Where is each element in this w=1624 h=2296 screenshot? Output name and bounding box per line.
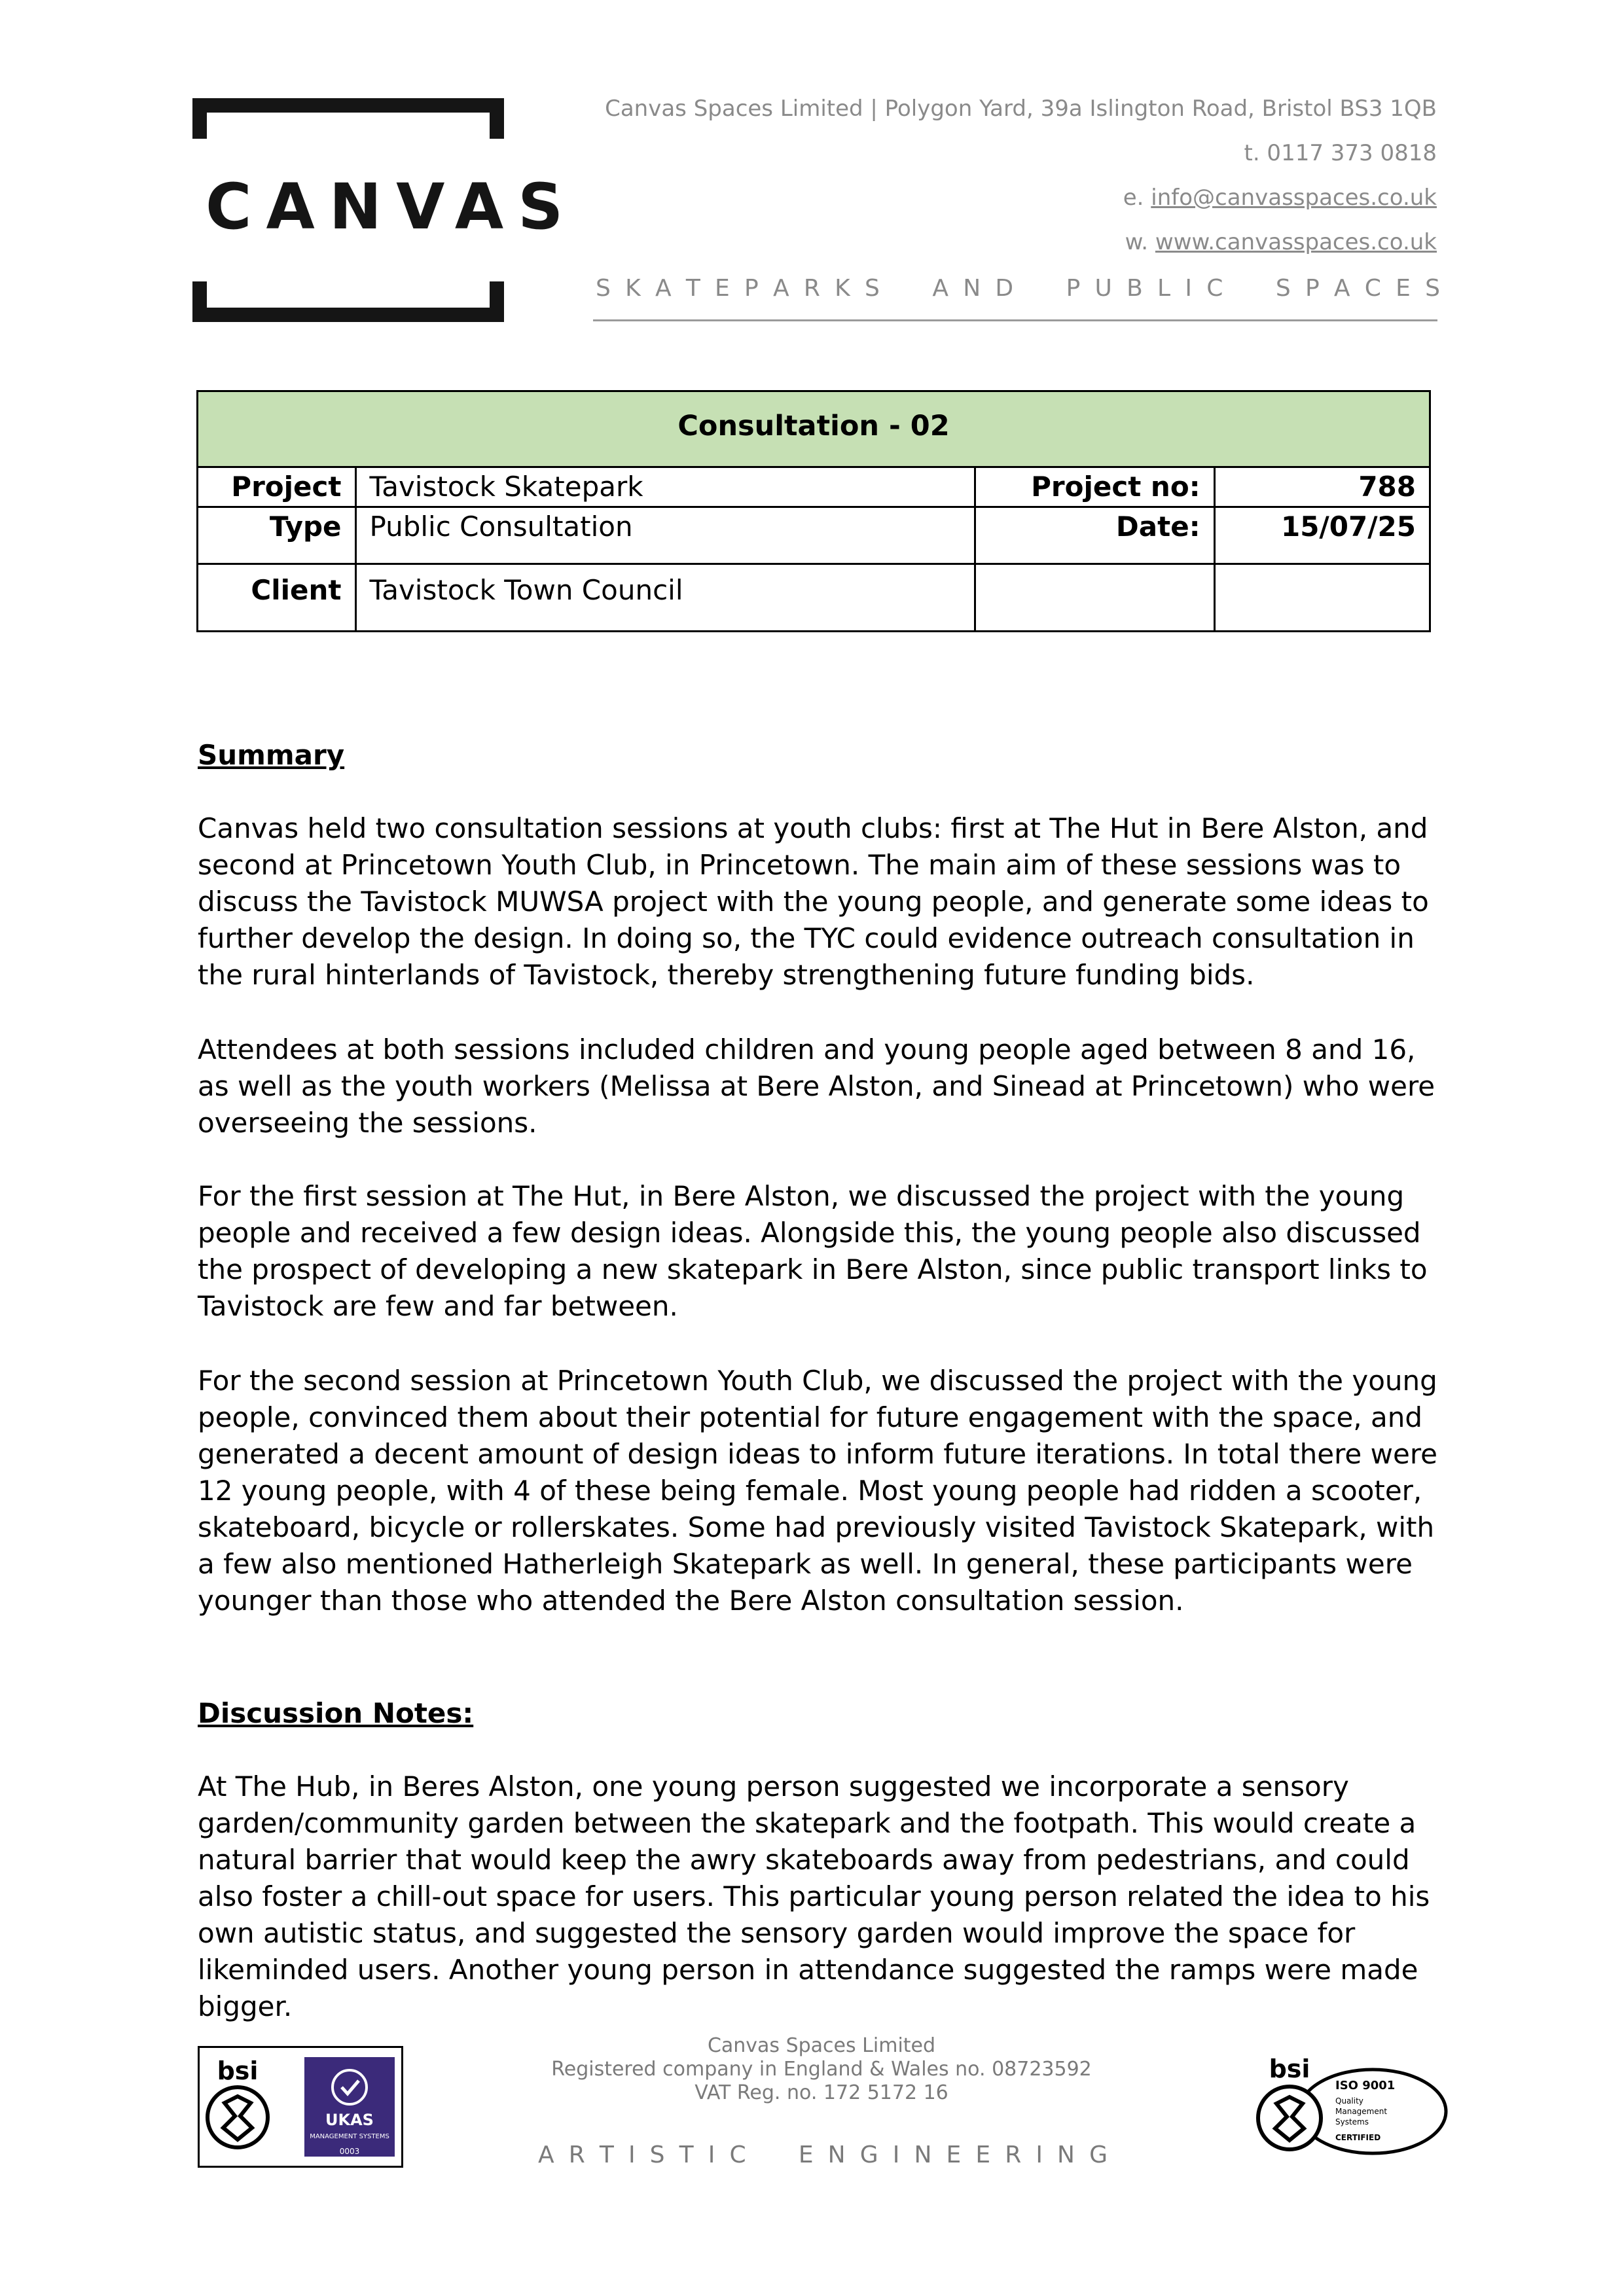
summary-paragraph-2: Attendees at both sessions included children and young people aged between 8 and 16, as well as the youth workers (Melissa at Bere Alston, and Sinead at Princetown) who were overseeing the sessions. xyxy=(198,1033,1435,1139)
client-label: Client xyxy=(198,564,355,631)
summary-paragraph-3: For the first session at The Hut, in Bere Alston, we discussed the project with the young people and received a few design ideas. Alongside this, the young people also discussed the prospect of developing a new skatepark in Bere Alston, since public transport links to Tavistock are few and far between. xyxy=(198,1180,1428,1322)
svg-text:CERTIFIED: CERTIFIED xyxy=(1335,2133,1381,2142)
svg-text:0003: 0003 xyxy=(339,2147,360,2156)
svg-text:UKAS: UKAS xyxy=(325,2111,374,2129)
project-no-label: Project no: xyxy=(975,468,1214,507)
svg-text:Systems: Systems xyxy=(1335,2117,1369,2126)
website-link[interactable]: www.canvasspaces.co.uk xyxy=(1155,229,1437,255)
svg-text:Management: Management xyxy=(1335,2107,1388,2116)
footer-vat: VAT Reg. no. 172 5172 16 xyxy=(695,2081,948,2104)
svg-text:MANAGEMENT SYSTEMS: MANAGEMENT SYSTEMS xyxy=(310,2133,389,2140)
date-label: Date: xyxy=(975,507,1214,564)
company-email-line: e. info@canvasspaces.co.uk xyxy=(1123,185,1437,211)
company-website-line: w. www.canvasspaces.co.uk xyxy=(1125,229,1437,255)
table-row xyxy=(198,468,1429,507)
footer-tagline xyxy=(538,2142,1108,2169)
header-tagline-text: S K A T E P A R K S A N D P U B L I C S P A C E S xyxy=(596,275,1440,302)
type-label: Type xyxy=(198,507,355,564)
footer-company-info xyxy=(550,2034,1093,2105)
consultation-title: Consultation - 02 xyxy=(198,392,1429,468)
bsi-iso9001-badge xyxy=(1238,2049,1452,2165)
svg-text:bsi: bsi xyxy=(217,2056,259,2085)
summary-heading: Summary xyxy=(198,739,345,771)
summary-paragraph-1: Canvas held two consultation sessions at youth clubs: first at The Hut in Bere Alston, and second at Princetown Youth Club, in Princetown. The main aim of these sessions was to discuss the Tavistock MUWSA project with the young people, and generate some ideas to further develop the design. In doing so, the TYC could evidence outreach consultation in the rural hinterlands of Tavistock, thereby strengthening future funding bids. xyxy=(198,812,1429,991)
project-label: Project xyxy=(198,468,355,507)
svg-text:bsi: bsi xyxy=(1269,2054,1310,2083)
type-value: Public Consultation xyxy=(355,507,975,564)
footer-registration: Registered company in England & Wales no. 08723592 xyxy=(551,2058,1092,2081)
discussion-heading: Discussion Notes: xyxy=(198,1697,474,1729)
canvas-logo xyxy=(192,98,578,322)
bsi-ukas-badge xyxy=(198,2046,403,2168)
header-divider xyxy=(593,319,1437,321)
bsi-kitemark-icon xyxy=(200,2048,401,2166)
client-value: Tavistock Town Council xyxy=(355,564,975,631)
footer-company-name: Canvas Spaces Limited xyxy=(707,2034,936,2057)
summary-paragraph-4: For the second session at Princetown Youth Club, we discussed the project with the young people, convinced them about their potential for future engagement with the space, and generated a decent amount of design ideas to inform future iterations. In total there were 12 young people, with 4 of these being female. Most young people had ridden a scooter, skateboard, bicycle or rollerskates. Some had previously visited Tavistock Skatepark, with a few also mentioned Hatherleigh Skatepark as well. In general, these participants were younger than those who attended the Bere Alston consultation session. xyxy=(198,1365,1437,1617)
project-value: Tavistock Skatepark xyxy=(355,468,975,507)
empty-cell xyxy=(1214,564,1429,631)
consultation-info-table xyxy=(196,390,1431,632)
project-no-value: 788 xyxy=(1214,468,1429,507)
date-value: 15/07/25 xyxy=(1214,507,1429,564)
email-link[interactable]: info@canvasspaces.co.uk xyxy=(1151,185,1437,211)
table-row xyxy=(198,564,1429,631)
company-address: Canvas Spaces Limited | Polygon Yard, 39a Islington Road, Bristol BS3 1QB xyxy=(605,96,1437,122)
table-row xyxy=(198,507,1429,564)
footer-tagline-text: A R T I S T I C E N G I N E E R I N G xyxy=(538,2142,1108,2168)
header-tagline xyxy=(596,275,1440,302)
company-phone: t. 0117 373 0818 xyxy=(1244,140,1437,166)
empty-cell xyxy=(975,564,1214,631)
logo-wordmark: CANVAS xyxy=(206,170,578,243)
svg-text:Quality: Quality xyxy=(1335,2096,1363,2106)
iso-certified-icon xyxy=(1238,2049,1452,2165)
svg-text:ISO 9001: ISO 9001 xyxy=(1335,2079,1396,2092)
discussion-paragraph-1: At The Hub, in Beres Alston, one young person suggested we incorporate a sensory garden/community garden between the skatepark and the footpath. This would create a natural barrier that would keep the awry skateboards away from pedestrians, and could also foster a chill-out space for users. This particular young person related the idea to his own autistic status, and suggested the sensory garden would improve the space for likeminded users. Another young person in attendance suggested the ramps were made bigger. xyxy=(198,1770,1430,2022)
